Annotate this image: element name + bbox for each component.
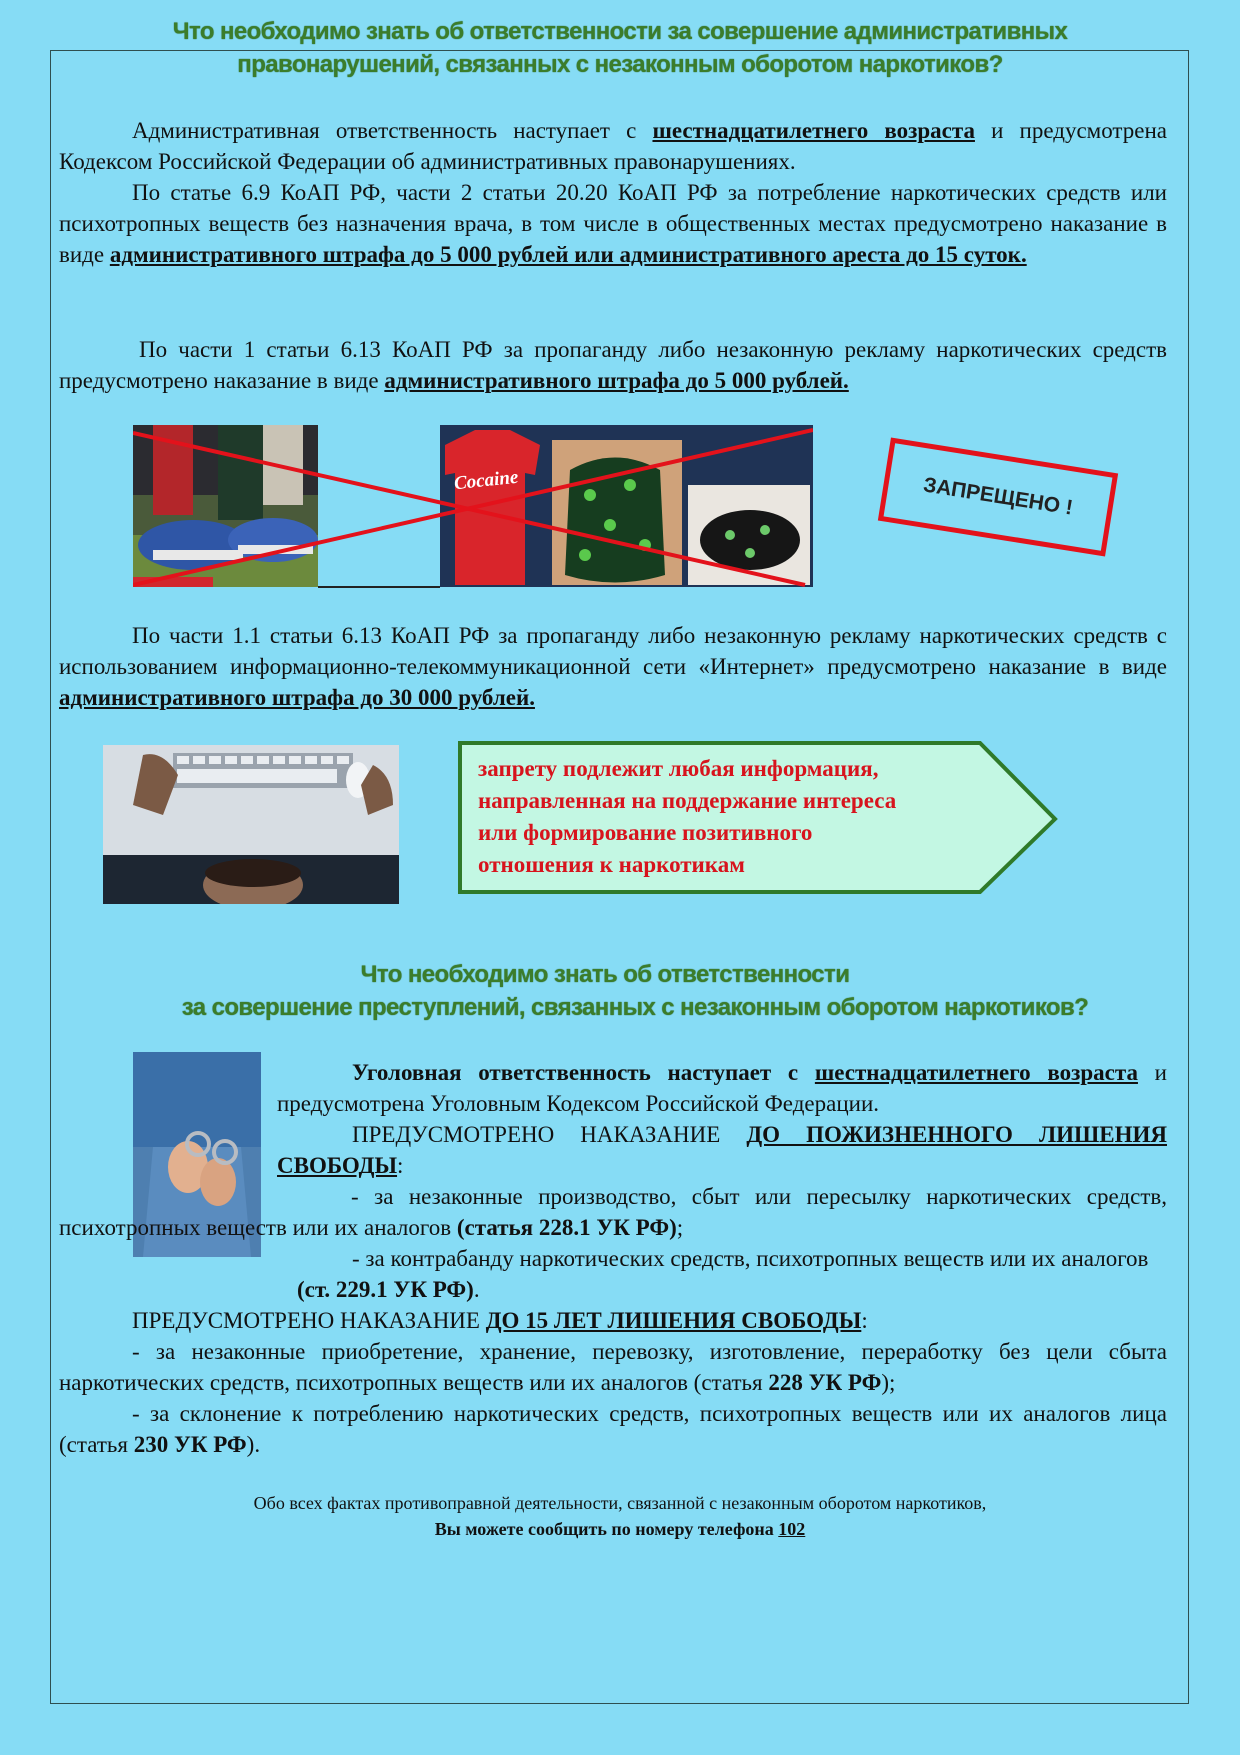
criminal-p3-c: ; <box>676 1215 684 1240</box>
criminal-15years <box>59 1305 1167 1460</box>
criminal-p5 <box>59 1305 1167 1336</box>
keyboard-photo <box>103 745 399 904</box>
para3 <box>59 334 1167 396</box>
criminal-intro <box>277 1057 1167 1181</box>
callout-line4: отношения к наркотикам <box>478 852 745 877</box>
para-age <box>59 115 1167 177</box>
footer-line1: Обо всех фактах противоправной деятельности, связанной с незаконным оборотом наркотиков, <box>253 1493 987 1513</box>
criminal-p1 <box>277 1057 1167 1119</box>
admin-paragraphs <box>59 115 1167 270</box>
criminal-p1-rest: и предусмотрена Уголовным Кодексом Российской Федерации. <box>277 1060 1167 1116</box>
footer-line2 <box>0 1516 1240 1542</box>
criminal-p7 <box>59 1398 1167 1460</box>
section1-title-line1: Что необходимо знать об ответственности за совершение административных <box>172 18 1068 45</box>
criminal-p3-a: - за незаконные производство, сбыт или пересылку наркотических средств, психотропных веществ или их аналогов <box>59 1184 1167 1240</box>
criminal-p3-article: (статья 228.1 УК РФ) <box>456 1215 677 1240</box>
section2-title-line1: Что необходимо знать об ответственности <box>360 961 850 988</box>
para1-age-emphasis: шестнадцатилетнего возраста <box>652 118 975 143</box>
callout-line1: запрету подлежит любая информация, <box>478 756 879 781</box>
criminal-p5-term: ДО 15 ЛЕТ ЛИШЕНИЯ СВОБОДЫ <box>485 1308 862 1333</box>
callout-text <box>478 753 978 881</box>
criminal-p4-article: (ст. 229.1 УК РФ) <box>297 1277 474 1302</box>
section2-title <box>0 958 1240 1024</box>
criminal-p2-life: ДО ПОЖИЗНЕННОГО ЛИШЕНИЯ СВОБОДЫ <box>277 1122 1167 1178</box>
criminal-p3 <box>59 1181 1167 1243</box>
criminal-p2-c: : <box>397 1153 404 1178</box>
para-consumption <box>59 177 1167 270</box>
para1-text-a: Административная ответственность наступает с <box>132 118 653 143</box>
para4-penalty: административного штрафа до 30 000 рублей. <box>59 685 535 710</box>
para3-text-a: По части 1 статьи 6.13 КоАП РФ за пропаганду либо незаконную рекламу наркотических средств предусмотрено наказание в виде <box>59 337 1167 393</box>
criminal-p7-a: - за склонение к потреблению наркотических средств, психотропных веществ или их аналогов лица (статья <box>59 1401 1167 1457</box>
criminal-p5-a: ПРЕДУСМОТРЕНО НАКАЗАНИЕ <box>132 1308 486 1333</box>
criminal-p2-a: ПРЕДУСМОТРЕНО НАКАЗАНИЕ <box>352 1122 747 1147</box>
section1-title <box>0 15 1240 81</box>
criminal-p7-article: 230 УК РФ <box>133 1432 247 1457</box>
callout-line3: или формирование позитивного <box>478 820 813 845</box>
phone-number-link[interactable]: 102 <box>778 1519 806 1539</box>
shirt-text: Cocaine <box>453 466 520 495</box>
criminal-p1-age: шестнадцатилетнего возраста <box>814 1060 1138 1085</box>
cross-out-lines <box>133 425 813 590</box>
keyboard-illustration <box>103 745 399 904</box>
para3-penalty: административного штрафа до 5 000 рублей. <box>384 368 849 393</box>
criminal-p6-c: ); <box>881 1370 896 1395</box>
section2-title-line2: за совершение преступлений, связанных с незаконным оборотом наркотиков? <box>181 994 1089 1021</box>
para4-text-a: По части 1.1 статьи 6.13 КоАП РФ за пропаганду либо незаконную рекламу наркотических средств с использованием информационно-телекоммуникационной сети «Интернет» предусмотрено наказание в виде <box>59 623 1167 679</box>
criminal-list1 <box>59 1181 1167 1243</box>
section1-title-line2: правонарушений, связанных с незаконным оборотом наркотиков? <box>237 51 1003 78</box>
criminal-p1-bold: Уголовная ответственность наступает с <box>352 1060 815 1085</box>
criminal-p4-a: - за контрабанду наркотических средств, психотропных веществ или их аналогов <box>352 1246 1149 1271</box>
footer-line2-text: Вы можете сообщить по номеру телефона <box>434 1519 779 1539</box>
criminal-p4-c: . <box>473 1277 480 1302</box>
criminal-p6-article: 228 УК РФ <box>768 1370 882 1395</box>
para2-text-a: По статье 6.9 КоАП РФ, части 2 статьи 20.20 КоАП РФ за потребление наркотических средств или психотропных веществ без назначения врача, в том числе в общественных местах предусмотрено наказание в виде <box>59 180 1167 267</box>
criminal-p5-c: : <box>861 1308 868 1333</box>
criminal-p6-a: - за незаконные приобретение, хранение, перевозку, изготовление, переработку без цели сбыта наркотических средств, психотропных веществ или их аналогов (статья <box>59 1339 1167 1395</box>
para2-penalty: административного штрафа до 5 000 рублей или административного ареста до 15 суток. <box>109 242 1027 267</box>
criminal-p2 <box>277 1119 1167 1181</box>
footer-note <box>0 1490 1240 1542</box>
para-internet <box>59 620 1167 713</box>
para1-text-c: и предусмотрена Кодексом Российской Федерации об административных правонарушениях. <box>59 118 1167 174</box>
callout-line2: направленная на поддержание интереса <box>478 788 897 813</box>
criminal-p6 <box>59 1336 1167 1398</box>
criminal-p7-c: ). <box>246 1432 261 1457</box>
criminal-list2 <box>297 1243 1149 1305</box>
stamp-text: ЗАПРЕЩЕНО ! <box>921 473 1075 520</box>
callout-banner <box>458 741 1058 896</box>
criminal-p4 <box>297 1243 1149 1305</box>
para4 <box>59 620 1167 713</box>
para-propaganda <box>59 334 1167 396</box>
